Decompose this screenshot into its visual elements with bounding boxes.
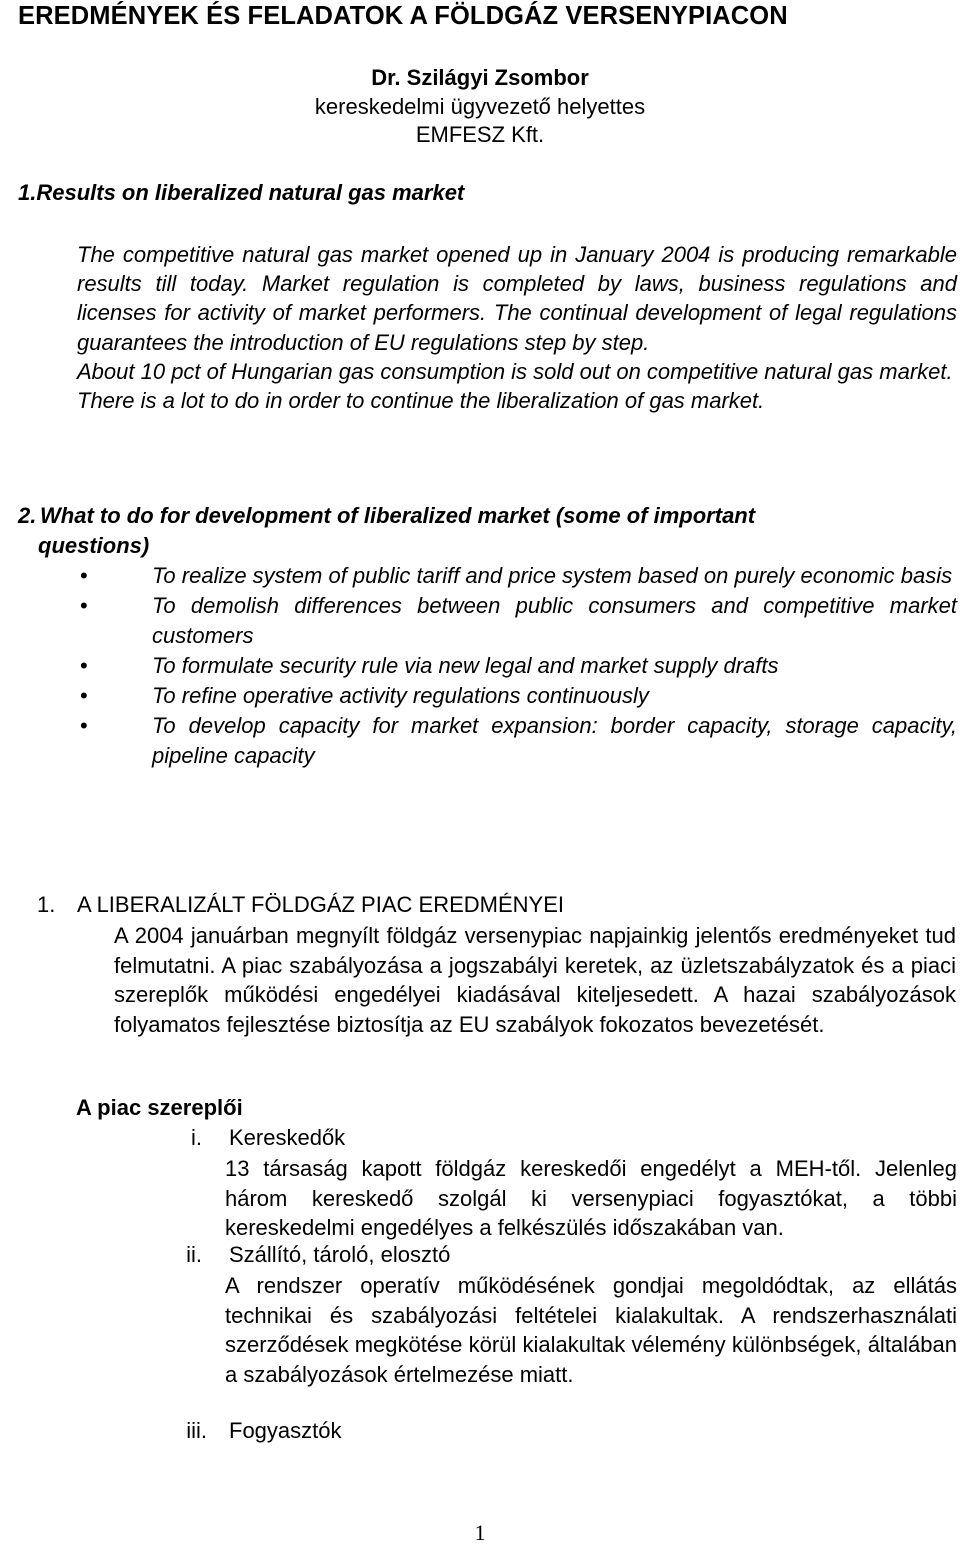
list-item xyxy=(0,711,960,771)
list-item-text: To realize system of public tariff and price system based on purely economic basis xyxy=(152,563,953,588)
section-body-en-1 xyxy=(77,240,957,415)
section-number: 1. xyxy=(37,892,56,917)
list-item xyxy=(0,591,960,651)
list-item-title: Kereskedők xyxy=(229,1125,346,1150)
bullet-icon: • xyxy=(80,713,88,738)
list-item-title: Szállító, tároló, elosztó xyxy=(229,1242,451,1267)
list-item xyxy=(0,561,960,591)
list-item xyxy=(0,681,960,711)
heading-line: What to do for development of liberalized market (some of important xyxy=(40,503,756,528)
paragraph: About 10 pct of Hungarian gas consumption is sold out on competitive natural gas market. xyxy=(77,358,953,384)
section-number: 2. xyxy=(18,503,37,528)
section-heading-en-2 xyxy=(18,501,918,561)
list-item xyxy=(0,651,960,681)
bullet-icon: • xyxy=(80,593,88,618)
document-title: EREDMÉNYEK ÉS FELADATOK A FÖLDGÁZ VERSENYPIACON xyxy=(18,2,788,30)
list-item-text: To demolish differences between public consumers and competitive market customers xyxy=(152,593,957,648)
list-item-title: Fogyasztók xyxy=(229,1418,342,1443)
list-item-text: To formulate security rule via new legal and market supply drafts xyxy=(152,653,779,678)
list-item-text: A rendszer operatív működésének gondjai megoldódtak, az ellátás technikai és szabályozási feltételei kialakultak. A rendszerhasználati szerződések megkötése körül kialakultak vélemény különbségek, általában a szabályozások értelmezése miatt. xyxy=(225,1273,957,1387)
author-role: kereskedelmi ügyvezető helyettes xyxy=(314,94,646,119)
author-organization: EMFESZ Kft. xyxy=(415,122,545,147)
bullet-icon: • xyxy=(80,563,88,588)
page-number: 1 xyxy=(474,1520,486,1545)
list-item-text: To develop capacity for market expansion: border capacity, storage capacity, pipeline capacity xyxy=(152,713,957,768)
section-heading-en-1: 1.Results on liberalized natural gas market xyxy=(18,180,465,205)
list-label: i. xyxy=(191,1125,202,1150)
heading-text: A LIBERALIZÁLT FÖLDGÁZ PIAC EREDMÉNYEI xyxy=(77,892,564,917)
list-item-text: 13 társaság kapott földgáz kereskedői engedélyt a MEH-től. Jelenleg három kereskedő szolgál ki versenypiaci fogyasztókat, a többi kereskedelmi engedélyes a felkészülés időszakában van. xyxy=(225,1156,957,1240)
heading-line: questions) xyxy=(38,533,150,558)
author-name: Dr. Szilágyi Zsombor xyxy=(371,65,589,90)
paragraph: The competitive natural gas market opened up in January 2004 is producing remarkable results till today. Market regulation is completed by laws, business regulations and licenses for activity of market performers. The continual development of legal regulations guarantees the introduction of EU regulations step by step. xyxy=(77,242,957,355)
market-players-heading: A piac szereplői xyxy=(76,1095,243,1120)
bullet-list xyxy=(0,561,960,771)
paragraph: There is a lot to do in order to continue the liberalization of gas market. xyxy=(77,388,765,414)
list-label: iii. xyxy=(186,1418,207,1443)
bullet-icon: • xyxy=(80,653,88,678)
bullet-icon: • xyxy=(80,683,88,708)
section-body-hu-1: A 2004 januárban megnyílt földgáz versenypiac napjainkig jelentős eredményeket tud felmutatni. A piac szabályozása a jogszabályi keretek, az üzletszabályzatok és a piaci szereplők működési engedélyei kiadásával kiteljesedett. A hazai szabályozások folyamatos fejlesztése biztosítja az EU szabályok fokozatos bevezetését. xyxy=(114,923,956,1037)
list-item-text: To refine operative activity regulations continuously xyxy=(152,683,649,708)
section-heading-hu-1 xyxy=(37,892,564,918)
list-label: ii. xyxy=(186,1242,202,1267)
